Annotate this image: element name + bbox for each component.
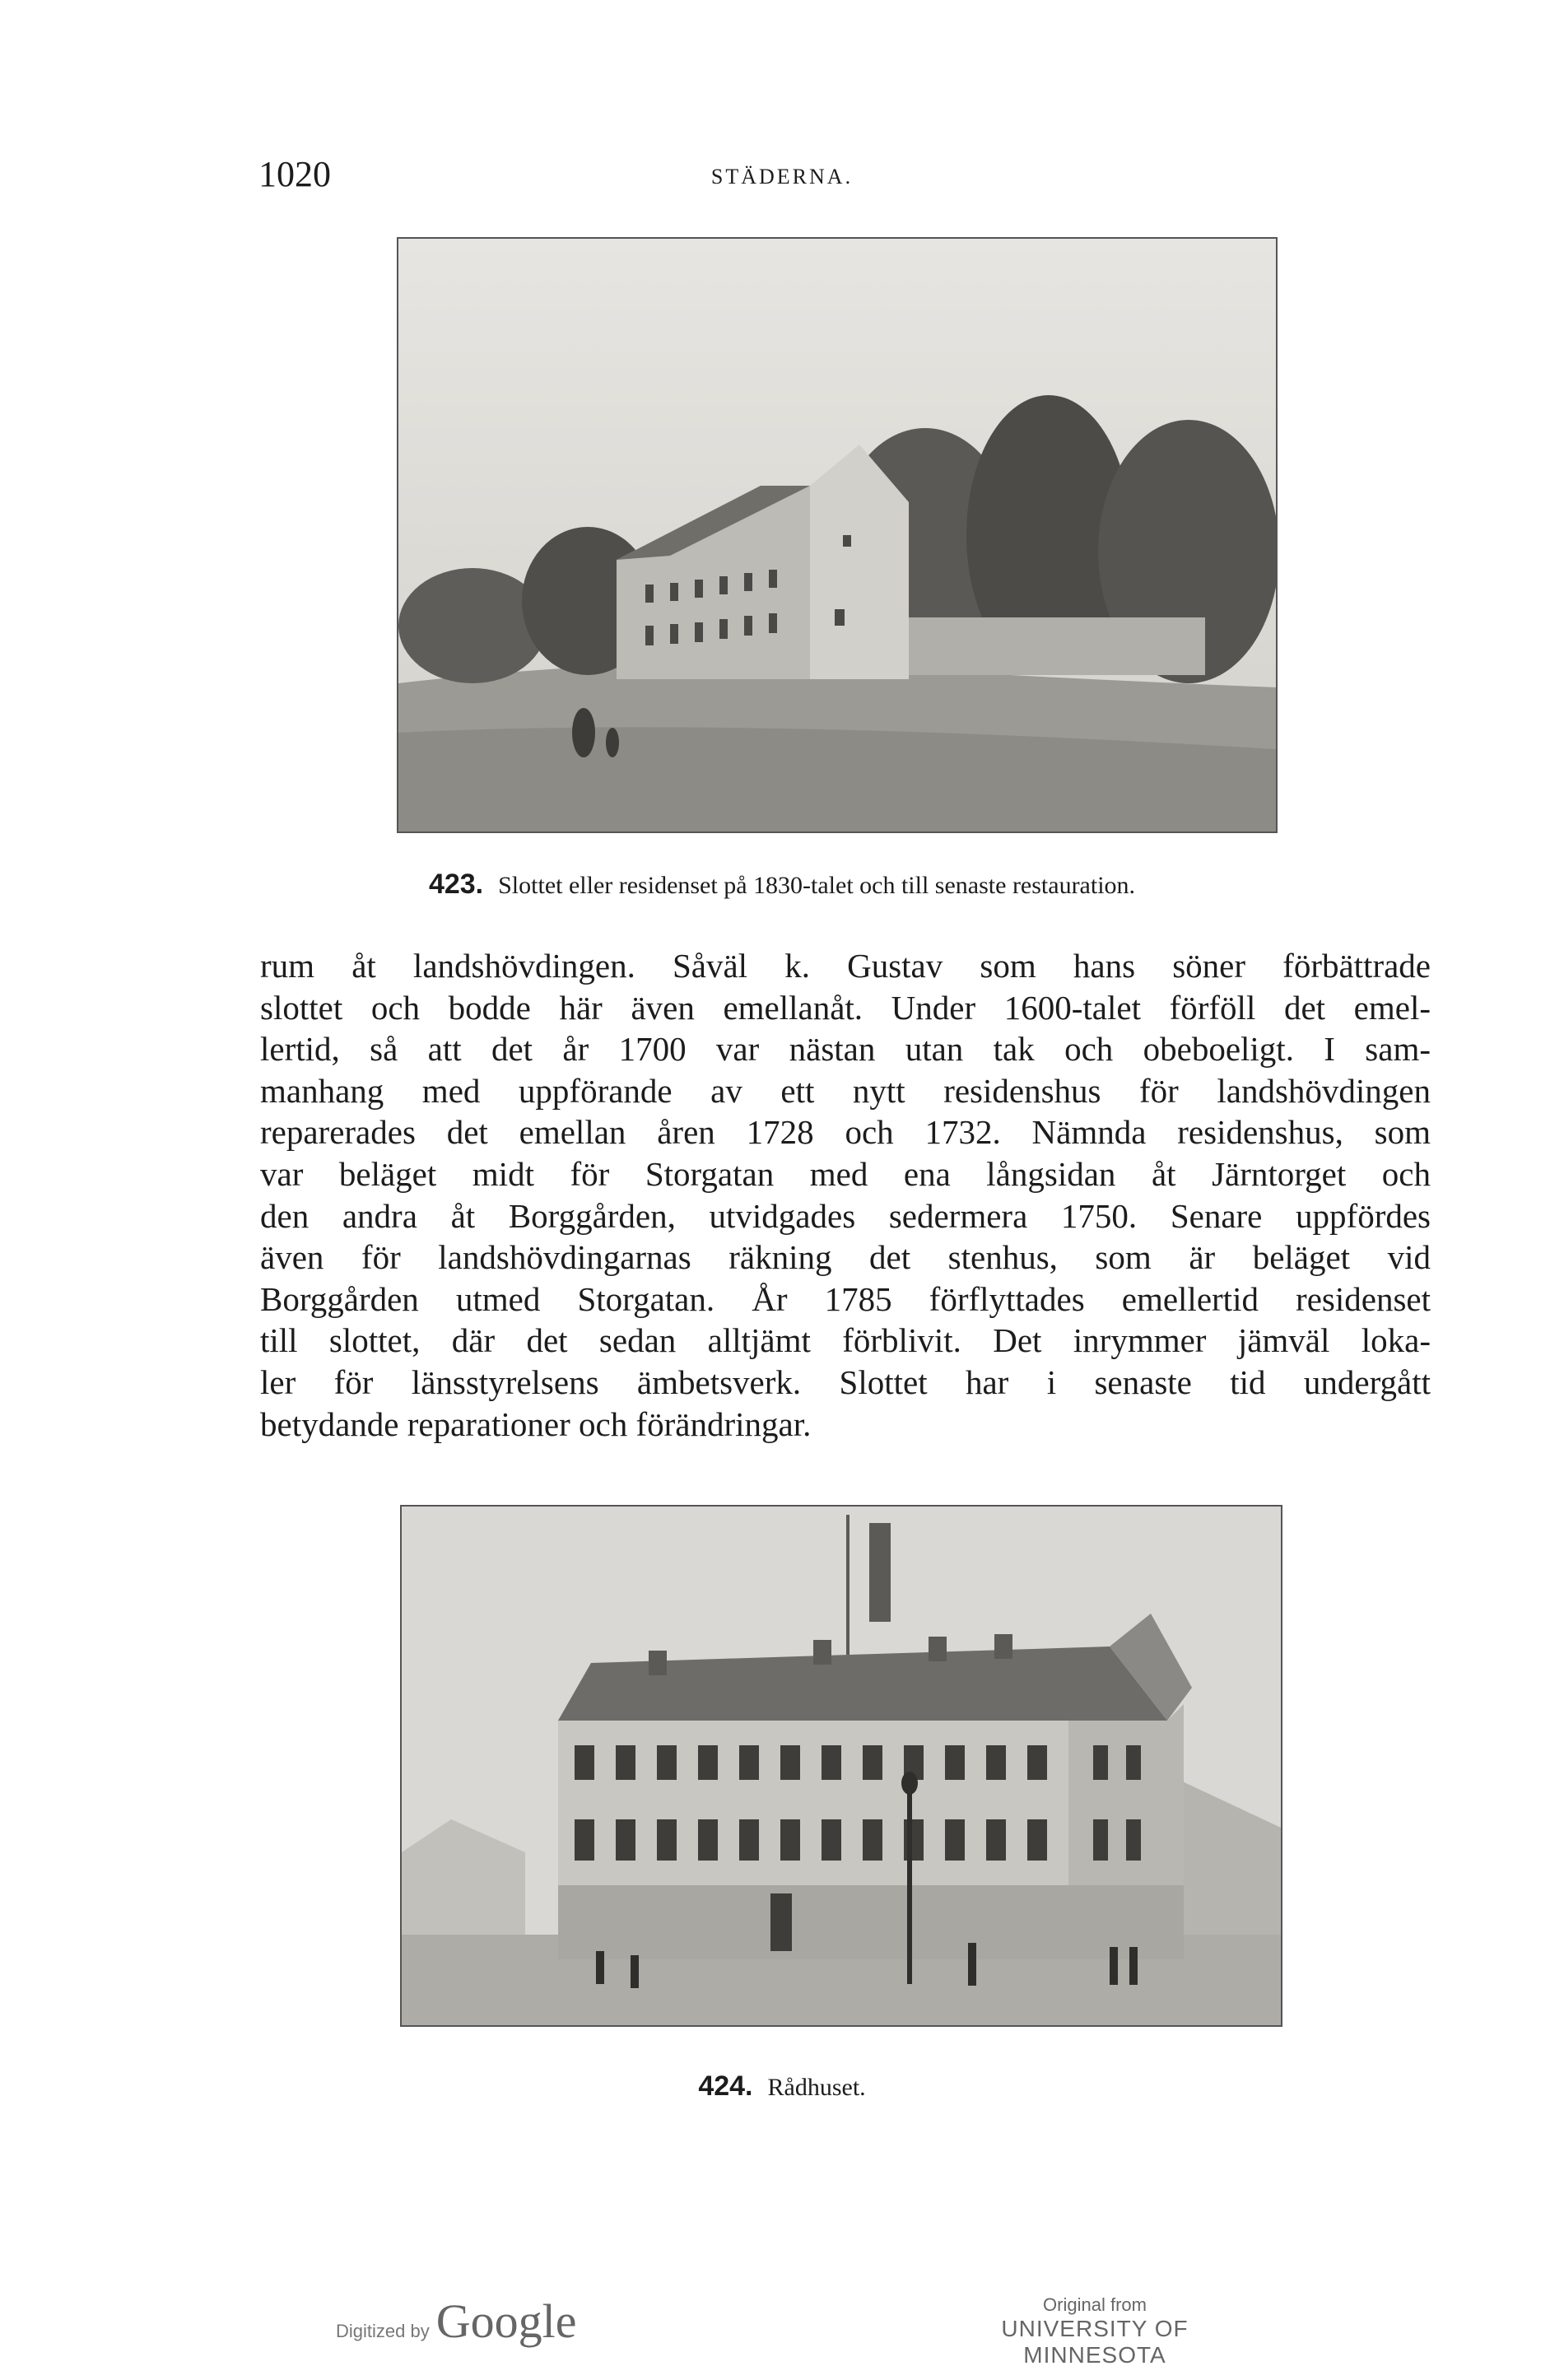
body-line: manhang med uppförande av ett nytt residenshus för landshövdingen [260, 1071, 1431, 1110]
running-head: STÄDERNA. [710, 165, 854, 189]
page-number: 1020 [258, 154, 331, 194]
figure-424-caption [0, 2070, 1564, 2103]
body-line: betydande reparationer och förändringar. [260, 1404, 812, 1443]
photo-town-hall [400, 1505, 1282, 2027]
body-paragraph [260, 945, 1431, 1445]
figure-423-number: 423. [428, 869, 484, 900]
original-from-watermark [938, 2294, 1251, 2368]
figure-423-caption [0, 869, 1564, 901]
body-line: reparerades det emellan åren 1728 och 1732. Nämnda residenshus, som [260, 1113, 1431, 1152]
body-line: var beläget midt för Storgatan med ena långsidan åt Järntorget och [260, 1154, 1431, 1193]
body-line: Borggården utmed Storgatan. År 1785 förflyttades emellertid residenset [260, 1279, 1431, 1318]
figure-424-number: 424. [698, 2070, 753, 2102]
body-line: ler för länsstyrelsens ämbetsverk. Slottet har i senaste tid undergått [260, 1362, 1431, 1401]
body-line: även för landshövdingarnas räkning det stenhus, som är beläget vid [260, 1238, 1431, 1277]
figure-423-text: Slottet eller residenset på 1830-talet och till senaste restauration. [498, 872, 1136, 899]
original-from-label: Original from [1043, 2294, 1147, 2315]
google-logo: Google [435, 2294, 577, 2348]
institution-name: UNIVERSITY OF MINNESOTA [1001, 2316, 1189, 2368]
body-line: den andra åt Borggården, utvidgades sedermera 1750. Senare uppfördes [260, 1196, 1431, 1235]
body-line: slottet och bodde här även emellanåt. Under 1600-talet förföll det emel- [260, 988, 1431, 1027]
body-line: lertid, så att det år 1700 var nästan utan tak och obeboeligt. I sam- [260, 1030, 1431, 1069]
photo-castle [397, 237, 1278, 833]
digitized-by-label: Digitized by [336, 2321, 430, 2341]
figure-424-text: Rådhuset. [767, 2074, 866, 2101]
body-line: rum åt landshövdingen. Såväl k. Gustav som hans söner förbättrade [260, 947, 1431, 985]
body-line: till slottet, där det sedan alltjämt förblivit. Det inrymmer jämväl loka- [260, 1321, 1431, 1360]
digitized-by-watermark [336, 2294, 576, 2349]
